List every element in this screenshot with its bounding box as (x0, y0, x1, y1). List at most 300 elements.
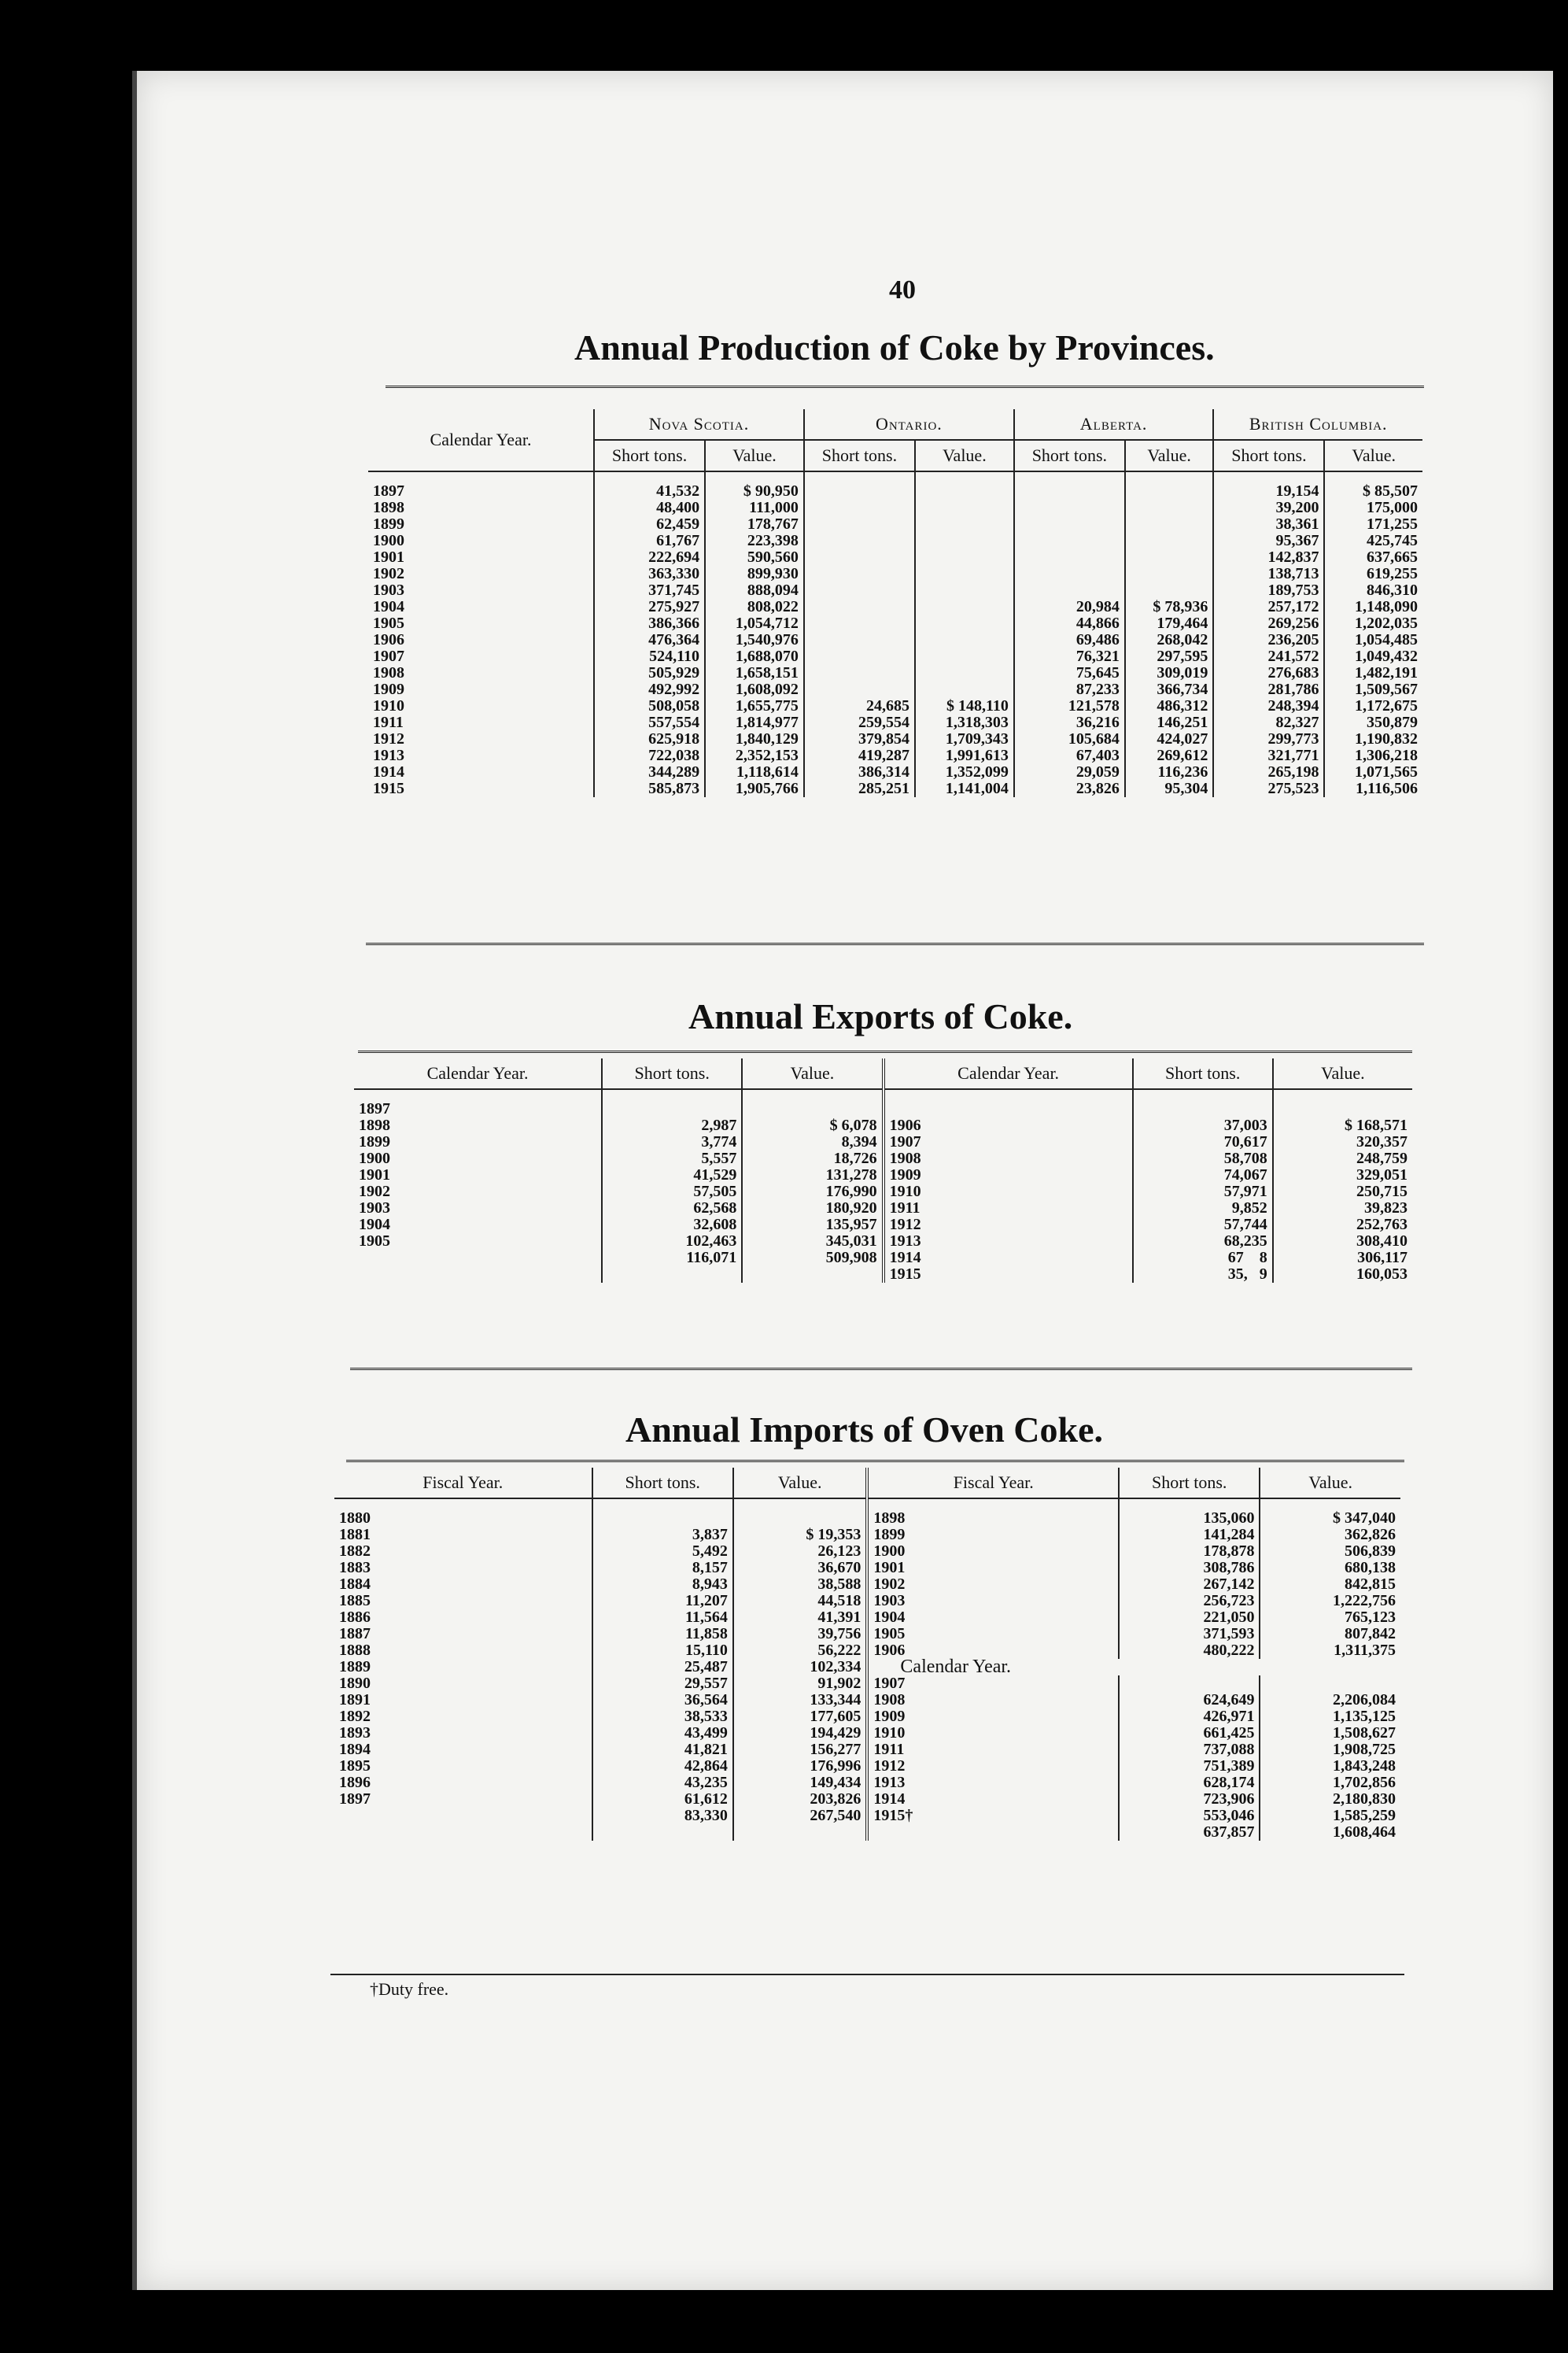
value-cell: 680,138 (1260, 1560, 1400, 1576)
exports-table (354, 1058, 1412, 1283)
on-tons-cell (804, 648, 915, 665)
tons-cell: 624,649 (1119, 1692, 1260, 1708)
tons-cell: 41,529 (602, 1167, 742, 1184)
year-cell: 1908 (373, 664, 404, 682)
header-value: Value. (705, 440, 804, 471)
empty-cell (592, 1824, 733, 1841)
table-row (368, 615, 1422, 632)
header-value: Value. (1125, 440, 1213, 471)
year-cell: 1911 (867, 1742, 1119, 1758)
year-cell: 1902 (867, 1576, 1119, 1593)
ns-tons-cell: 722,038 (594, 748, 705, 764)
imports-bottom-rule (330, 1974, 1404, 1975)
tons-cell: 11,564 (592, 1609, 733, 1626)
ab-value-cell (1125, 549, 1213, 566)
on-value-cell (915, 471, 1014, 500)
bc-tons-cell: 189,753 (1213, 582, 1324, 599)
tons-cell (602, 1089, 742, 1117)
tons-cell: 68,235 (1133, 1233, 1273, 1250)
value-cell: $ 347,040 (1260, 1498, 1400, 1527)
tons-cell (1133, 1089, 1273, 1117)
value-cell: 509,908 (742, 1250, 883, 1266)
exports-top-rule (358, 1051, 1412, 1053)
on-value-cell (915, 632, 1014, 648)
value-cell: 2,180,830 (1260, 1791, 1400, 1808)
bc-tons-cell: 19,154 (1213, 471, 1324, 500)
on-tons-cell: 379,854 (804, 731, 915, 748)
table-row (354, 1266, 1412, 1283)
ab-value-cell: 366,734 (1125, 682, 1213, 698)
table-row (334, 1791, 1400, 1808)
production-table (368, 409, 1422, 797)
table-row (334, 1626, 1400, 1642)
ab-value-cell (1125, 566, 1213, 582)
ab-tons-cell: 121,578 (1014, 698, 1125, 715)
value-cell: 267,540 (733, 1808, 868, 1824)
value-cell: 131,278 (742, 1167, 883, 1184)
ns-value-cell: 1,814,977 (705, 715, 804, 731)
header-short-tons: Short tons. (1213, 440, 1324, 471)
value-cell: 807,842 (1260, 1626, 1400, 1642)
value-cell: 842,815 (1260, 1576, 1400, 1593)
on-tons-cell (804, 632, 915, 648)
value-cell: 1,311,375 (1260, 1642, 1400, 1659)
on-value-cell: 1,352,099 (915, 764, 1014, 781)
ab-tons-cell (1014, 566, 1125, 582)
year-cell: 1891 (339, 1691, 371, 1708)
exports-title: Annual Exports of Coke. (688, 996, 1073, 1036)
tons-cell: 57,971 (1133, 1184, 1273, 1200)
year-cell: 1909 (373, 681, 404, 698)
ab-tons-cell: 23,826 (1014, 781, 1125, 797)
on-tons-cell (804, 582, 915, 599)
header-short-tons: Short tons. (1133, 1058, 1273, 1089)
on-value-cell (915, 665, 1014, 682)
year-cell: 1912 (867, 1758, 1119, 1775)
ns-tons-cell: 625,918 (594, 731, 705, 748)
header-short-tons: Short tons. (602, 1058, 742, 1089)
value-cell: 38,588 (733, 1576, 868, 1593)
bc-value-cell: 175,000 (1324, 500, 1422, 516)
year-cell: 1904 (373, 598, 404, 615)
value-cell: 1,222,756 (1260, 1593, 1400, 1609)
value-cell: 248,759 (1273, 1151, 1412, 1167)
tons-cell: 267,142 (1119, 1576, 1260, 1593)
year-cell: 1905 (359, 1232, 390, 1250)
ns-value-cell: 1,054,712 (705, 615, 804, 632)
value-cell: 133,344 (733, 1692, 868, 1708)
ns-tons-cell: 386,366 (594, 615, 705, 632)
header-short-tons: Short tons. (1119, 1468, 1260, 1498)
value-cell: 329,051 (1273, 1167, 1412, 1184)
year-cell: 1900 (359, 1150, 390, 1167)
ab-value-cell: 116,236 (1125, 764, 1213, 781)
bc-value-cell: 1,482,191 (1324, 665, 1422, 682)
year-cell: 1913 (884, 1233, 1133, 1250)
tons-cell: 62,568 (602, 1200, 742, 1217)
bc-value-cell: 171,255 (1324, 516, 1422, 533)
ab-value-cell (1125, 516, 1213, 533)
value-cell: 44,518 (733, 1593, 868, 1609)
tons-cell: 25,487 (592, 1659, 733, 1675)
table-row (368, 582, 1422, 599)
tons-cell (592, 1498, 733, 1527)
ab-value-cell: 309,019 (1125, 665, 1213, 682)
empty-cell (354, 1266, 602, 1283)
production-bottom-rule (366, 943, 1424, 945)
ab-value-cell: 424,027 (1125, 731, 1213, 748)
tons-cell: 11,207 (592, 1593, 733, 1609)
bc-tons-cell: 265,198 (1213, 764, 1324, 781)
table-row (354, 1200, 1412, 1217)
table-row (334, 1659, 1400, 1675)
header-short-tons: Short tons. (594, 440, 705, 471)
tons-cell: 178,878 (1119, 1543, 1260, 1560)
tons-cell: 15,110 (592, 1642, 733, 1659)
table-row (334, 1692, 1400, 1708)
table-row (368, 471, 1422, 500)
ns-value-cell: 1,118,614 (705, 764, 804, 781)
value-cell: 18,726 (742, 1151, 883, 1167)
table-row (354, 1117, 1412, 1134)
year-cell: 1896 (339, 1774, 371, 1791)
year-cell: 1907 (373, 648, 404, 665)
tons-cell: 41,821 (592, 1742, 733, 1758)
on-value-cell: $ 148,110 (915, 698, 1014, 715)
ab-tons-cell: 44,866 (1014, 615, 1125, 632)
year-cell: 1886 (339, 1609, 371, 1626)
ab-value-cell (1125, 533, 1213, 549)
ns-value-cell: 1,540,976 (705, 632, 804, 648)
table-row (354, 1184, 1412, 1200)
value-cell: 1,585,259 (1260, 1808, 1400, 1824)
year-cell: 1901 (373, 549, 404, 566)
ns-value-cell: 111,000 (705, 500, 804, 516)
header-short-tons: Short tons. (1014, 440, 1125, 471)
year-cell: 1906 (373, 631, 404, 648)
bc-tons-cell: 281,786 (1213, 682, 1324, 698)
value-cell: 36,670 (733, 1560, 868, 1576)
year-cell: 1900 (867, 1543, 1119, 1560)
on-tons-cell: 386,314 (804, 764, 915, 781)
header-value: Value. (1324, 440, 1422, 471)
tons-cell: 2,987 (602, 1117, 742, 1134)
bc-value-cell: 1,071,565 (1324, 764, 1422, 781)
tons-cell: 637,857 (1119, 1824, 1260, 1841)
ns-tons-cell: 41,532 (594, 471, 705, 500)
ns-tons-cell: 363,330 (594, 566, 705, 582)
year-cell: 1894 (339, 1741, 371, 1758)
tons-cell: 737,088 (1119, 1742, 1260, 1758)
ns-tons-cell: 557,554 (594, 715, 705, 731)
ns-value-cell: 2,352,153 (705, 748, 804, 764)
ab-value-cell (1125, 471, 1213, 500)
value-cell: 306,117 (1273, 1250, 1412, 1266)
ab-tons-cell: 76,321 (1014, 648, 1125, 665)
value-cell: 39,823 (1273, 1200, 1412, 1217)
table-row (368, 781, 1422, 797)
ns-value-cell: 590,560 (705, 549, 804, 566)
year-cell: 1900 (373, 532, 404, 549)
bc-value-cell: 1,306,218 (1324, 748, 1422, 764)
header-fiscal-year: Fiscal Year. (867, 1468, 1119, 1498)
ns-tons-cell: 48,400 (594, 500, 705, 516)
value-cell: 156,277 (733, 1742, 868, 1758)
on-value-cell (915, 533, 1014, 549)
tons-cell: 29,557 (592, 1675, 733, 1692)
value-cell: 345,031 (742, 1233, 883, 1250)
year-cell: 1901 (359, 1166, 390, 1184)
tons-cell: 83,330 (592, 1808, 733, 1824)
imports-top-rule (346, 1460, 1404, 1462)
tons-cell: 61,612 (592, 1791, 733, 1808)
year-cell: 1903 (867, 1593, 1119, 1609)
value-cell: $ 6,078 (742, 1117, 883, 1134)
ab-value-cell: $ 78,936 (1125, 599, 1213, 615)
year-cell: 1906 (884, 1117, 1133, 1134)
table-row (354, 1134, 1412, 1151)
year-cell: 1898 (867, 1498, 1119, 1527)
value-cell: 362,826 (1260, 1527, 1400, 1543)
table-row (334, 1675, 1400, 1692)
bc-tons-cell: 39,200 (1213, 500, 1324, 516)
tons-cell: 5,492 (592, 1543, 733, 1560)
on-tons-cell: 285,251 (804, 781, 915, 797)
year-cell: 1888 (339, 1642, 371, 1659)
ab-tons-cell: 69,486 (1014, 632, 1125, 648)
ns-tons-cell: 492,992 (594, 682, 705, 698)
year-cell (354, 1250, 602, 1266)
table-row (368, 715, 1422, 731)
bc-tons-cell: 269,256 (1213, 615, 1324, 632)
table-row (368, 533, 1422, 549)
header-value: Value. (742, 1058, 883, 1089)
on-value-cell (915, 549, 1014, 566)
ns-tons-cell: 222,694 (594, 549, 705, 566)
year-cell: 1904 (359, 1216, 390, 1233)
bc-value-cell: 1,148,090 (1324, 599, 1422, 615)
table-row (334, 1609, 1400, 1626)
tons-cell: 751,389 (1119, 1758, 1260, 1775)
ab-value-cell: 268,042 (1125, 632, 1213, 648)
table-row (334, 1527, 1400, 1543)
tons-cell: 723,906 (1119, 1791, 1260, 1808)
bc-tons-cell: 95,367 (1213, 533, 1324, 549)
year-cell: 1887 (339, 1625, 371, 1642)
year-cell: 1893 (339, 1724, 371, 1742)
year-cell: 1915† (867, 1808, 1119, 1824)
ab-value-cell: 297,595 (1125, 648, 1213, 665)
imports-table (334, 1468, 1400, 1841)
empty-cell (733, 1824, 868, 1841)
year-cell: 1885 (339, 1592, 371, 1609)
year-cell: 1890 (339, 1675, 371, 1692)
tons-cell: 36,564 (592, 1692, 733, 1708)
tons-cell: 38,533 (592, 1708, 733, 1725)
ns-value-cell: 1,608,092 (705, 682, 804, 698)
table-row (334, 1543, 1400, 1560)
tons-cell: 43,499 (592, 1725, 733, 1742)
header-value: Value. (733, 1468, 868, 1498)
year-cell: 1903 (373, 582, 404, 599)
year-cell: 1912 (884, 1217, 1133, 1233)
bc-value-cell: 425,745 (1324, 533, 1422, 549)
value-cell: 765,123 (1260, 1609, 1400, 1626)
year-cell: 1880 (339, 1509, 371, 1527)
on-tons-cell (804, 533, 915, 549)
bc-tons-cell: 248,394 (1213, 698, 1324, 715)
table-row (368, 549, 1422, 566)
value-cell: 180,920 (742, 1200, 883, 1217)
on-value-cell (915, 599, 1014, 615)
table-row (334, 1498, 1400, 1527)
year-cell: 1897 (339, 1790, 371, 1808)
bc-value-cell: 1,172,675 (1324, 698, 1422, 715)
ab-tons-cell: 105,684 (1014, 731, 1125, 748)
table-row (368, 500, 1422, 516)
header-value: Value. (1260, 1468, 1400, 1498)
year-cell: 1905 (867, 1626, 1119, 1642)
year-cell: 1909 (867, 1708, 1119, 1725)
tons-cell: 3,774 (602, 1134, 742, 1151)
table-row (334, 1775, 1400, 1791)
ns-tons-cell: 524,110 (594, 648, 705, 665)
on-tons-cell (804, 615, 915, 632)
on-value-cell (915, 682, 1014, 698)
value-cell: 1,608,464 (1260, 1824, 1400, 1841)
on-tons-cell: 259,554 (804, 715, 915, 731)
table-row (368, 698, 1422, 715)
ns-tons-cell: 344,289 (594, 764, 705, 781)
value-cell: 8,394 (742, 1134, 883, 1151)
empty-cell (742, 1266, 883, 1283)
year-cell: 1913 (867, 1775, 1119, 1791)
value-cell (733, 1498, 868, 1527)
value-cell: $ 168,571 (1273, 1117, 1412, 1134)
bc-tons-cell: 138,713 (1213, 566, 1324, 582)
table-row (354, 1151, 1412, 1167)
bc-tons-cell: 236,205 (1213, 632, 1324, 648)
header-nova-scotia: Nova Scotia. (594, 409, 804, 440)
value-cell: 308,410 (1273, 1233, 1412, 1250)
ab-tons-cell: 20,984 (1014, 599, 1125, 615)
empty-cell (334, 1824, 592, 1841)
value-cell: 194,429 (733, 1725, 868, 1742)
table-row (334, 1560, 1400, 1576)
tons-cell: 141,284 (1119, 1527, 1260, 1543)
tons-cell: 135,060 (1119, 1498, 1260, 1527)
imports-title: Annual Imports of Oven Coke. (625, 1409, 1104, 1450)
value-cell: 1,908,725 (1260, 1742, 1400, 1758)
ab-tons-cell: 29,059 (1014, 764, 1125, 781)
ab-value-cell: 95,304 (1125, 781, 1213, 797)
bc-value-cell: 619,255 (1324, 566, 1422, 582)
ns-value-cell: 1,688,070 (705, 648, 804, 665)
table-row (368, 632, 1422, 648)
year-cell: 1908 (884, 1151, 1133, 1167)
year-cell: 1910 (884, 1184, 1133, 1200)
ab-tons-cell: 87,233 (1014, 682, 1125, 698)
bc-value-cell: 1,049,432 (1324, 648, 1422, 665)
bc-tons-cell: 38,361 (1213, 516, 1324, 533)
value-cell (742, 1089, 883, 1117)
table-row (368, 516, 1422, 533)
on-tons-cell: 24,685 (804, 698, 915, 715)
ab-tons-cell: 67,403 (1014, 748, 1125, 764)
bc-tons-cell: 299,773 (1213, 731, 1324, 748)
year-cell: 1907 (884, 1134, 1133, 1151)
bc-value-cell: 846,310 (1324, 582, 1422, 599)
year-cell: 1905 (373, 615, 404, 632)
year-cell: 1892 (339, 1708, 371, 1725)
bc-value-cell: 1,116,506 (1324, 781, 1422, 797)
tons-cell: 371,593 (1119, 1626, 1260, 1642)
table-row (334, 1824, 1400, 1841)
ns-tons-cell: 62,459 (594, 516, 705, 533)
on-value-cell (915, 582, 1014, 599)
value-cell: 506,839 (1260, 1543, 1400, 1560)
table-row (334, 1725, 1400, 1742)
year-cell: 1914 (867, 1791, 1119, 1808)
on-value-cell (915, 648, 1014, 665)
bc-tons-cell: 321,771 (1213, 748, 1324, 764)
table-row (354, 1089, 1412, 1117)
on-tons-cell (804, 665, 915, 682)
tons-cell: 74,067 (1133, 1167, 1273, 1184)
value-cell: 203,826 (733, 1791, 868, 1808)
on-value-cell (915, 566, 1014, 582)
tons-cell: 553,046 (1119, 1808, 1260, 1824)
value-cell: 149,434 (733, 1775, 868, 1791)
table-row (354, 1233, 1412, 1250)
table-row (368, 682, 1422, 698)
production-top-rule (386, 386, 1424, 388)
year-cell: 1883 (339, 1559, 371, 1576)
value-cell: 41,391 (733, 1609, 868, 1626)
year-cell: 1904 (867, 1609, 1119, 1626)
table-row (334, 1742, 1400, 1758)
year-cell: 1915 (884, 1266, 1133, 1283)
on-tons-cell (804, 566, 915, 582)
year-cell: 1898 (373, 499, 404, 516)
table-row (354, 1167, 1412, 1184)
table-row (368, 566, 1422, 582)
tons-cell: 426,971 (1119, 1708, 1260, 1725)
ab-value-cell: 179,464 (1125, 615, 1213, 632)
ab-value-cell: 269,612 (1125, 748, 1213, 764)
ns-value-cell: 808,022 (705, 599, 804, 615)
value-cell: 176,996 (733, 1758, 868, 1775)
header-calendar-year: Calendar Year. (426, 1063, 529, 1083)
on-value-cell (915, 516, 1014, 533)
table-row (368, 748, 1422, 764)
on-tons-cell (804, 549, 915, 566)
value-cell: 320,357 (1273, 1134, 1412, 1151)
year-cell: 1913 (373, 747, 404, 764)
ns-value-cell: 888,094 (705, 582, 804, 599)
production-title: Annual Production of Coke by Provinces. (574, 327, 1215, 368)
bc-value-cell: 1,054,485 (1324, 632, 1422, 648)
value-cell: 1,702,856 (1260, 1775, 1400, 1791)
ns-tons-cell: 275,927 (594, 599, 705, 615)
ab-tons-cell (1014, 500, 1125, 516)
tons-cell: 35, 9 (1133, 1266, 1273, 1283)
value-cell: 135,957 (742, 1217, 883, 1233)
bc-tons-cell: 82,327 (1213, 715, 1324, 731)
on-value-cell (915, 615, 1014, 632)
ab-tons-cell: 36,216 (1014, 715, 1125, 731)
year-cell: 1912 (373, 730, 404, 748)
